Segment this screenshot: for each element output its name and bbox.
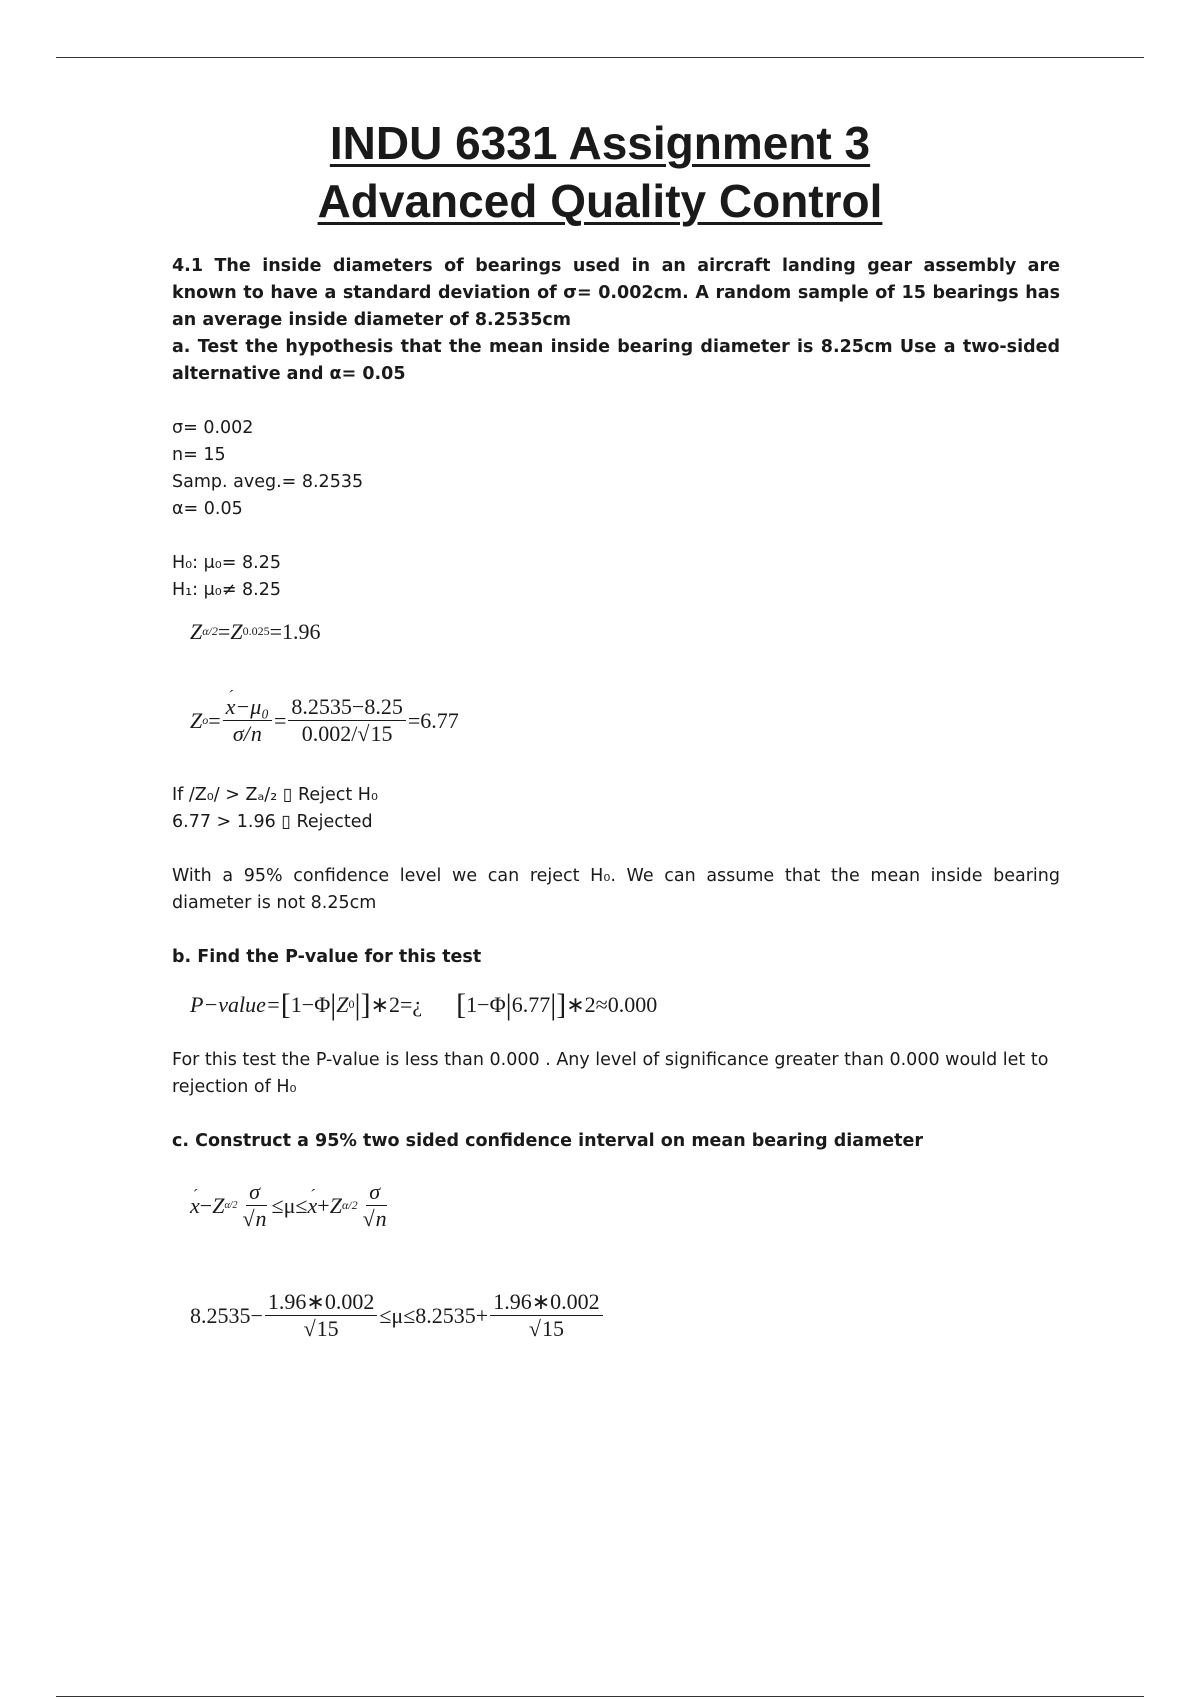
document-title xyxy=(0,114,1200,230)
part-a-question: a. Test the hypothesis that the mean inside bearing diameter is 8.25cm Use a two-sided alternative and α= 0.05 xyxy=(172,337,1060,384)
document-body xyxy=(172,253,1060,1365)
given-n: n= 15 xyxy=(172,445,226,465)
confidence-interval-numeric: 8.2535− $\frac{1.96∗0.002}{√15}$ ≤μ≤8.2535+ $\frac{1.96∗0.002}{√15}$ xyxy=(172,1265,1060,1365)
given-alpha: α= 0.05 xyxy=(172,499,243,519)
alt-hypothesis: H₁: μ₀≠ 8.25 xyxy=(172,580,281,600)
null-hypothesis: H₀: μ₀= 8.25 xyxy=(172,553,281,573)
test-statistic-equation: Z o = $\frac{\text{x−μ₀}}{\sigma/n}$ = $\frac{8.2535-8.25}{0.002/√15}$ =6.77 xyxy=(190,693,459,746)
given-average: Samp. aveg.= 8.2535 xyxy=(172,472,364,492)
decision-applied: 6.77 > 1.96 ▯ Rejected xyxy=(172,812,373,832)
title-line-2: Advanced Quality Control xyxy=(317,175,883,227)
p-value-equation: P−value= [ 1−Φ | Z 0 | ] ∗2=¿ [ 1−Φ | 6.77 | ] ∗2≈0.000 xyxy=(190,987,658,1021)
title-line-1: INDU 6331 Assignment 3 xyxy=(329,117,871,169)
part-c-question: c. Construct a 95% two sided confidence interval on mean bearing diameter xyxy=(172,1131,923,1151)
top-rule xyxy=(56,57,1144,58)
given-sigma: σ= 0.002 xyxy=(172,418,254,438)
problem-statement: 4.1 The inside diameters of bearings used in an aircraft landing gear assembly are known to have a standard deviation of σ= 0.002cm. A random sample of 15 bearings has an average inside diameter of 8.2535cm xyxy=(172,256,1060,330)
p-value-explanation: For this test the P-value is less than 0.000 . Any level of significance greater than 0.000 would let to rejection of H₀ xyxy=(172,1050,1049,1097)
confidence-interval-formula: ´ x − Z α/2 $\frac{\sigma}{√n}$ ≤μ≤ ´ x + Z α/2 $\frac{\sigma}{√n}$ xyxy=(172,1155,1060,1255)
conclusion-text: With a 95% confidence level we can reject H₀. We can assume that the mean inside bearing diameter is not 8.25cm xyxy=(172,866,1060,913)
decision-rule: If /Z₀/ > Zₐ/₂ ▯ Reject H₀ xyxy=(172,785,378,805)
bottom-rule xyxy=(56,1696,1144,1697)
critical-value-equation: Z α/2 = Z 0.025 =1.96 xyxy=(190,618,321,644)
part-b-question: b. Find the P-value for this test xyxy=(172,947,482,967)
